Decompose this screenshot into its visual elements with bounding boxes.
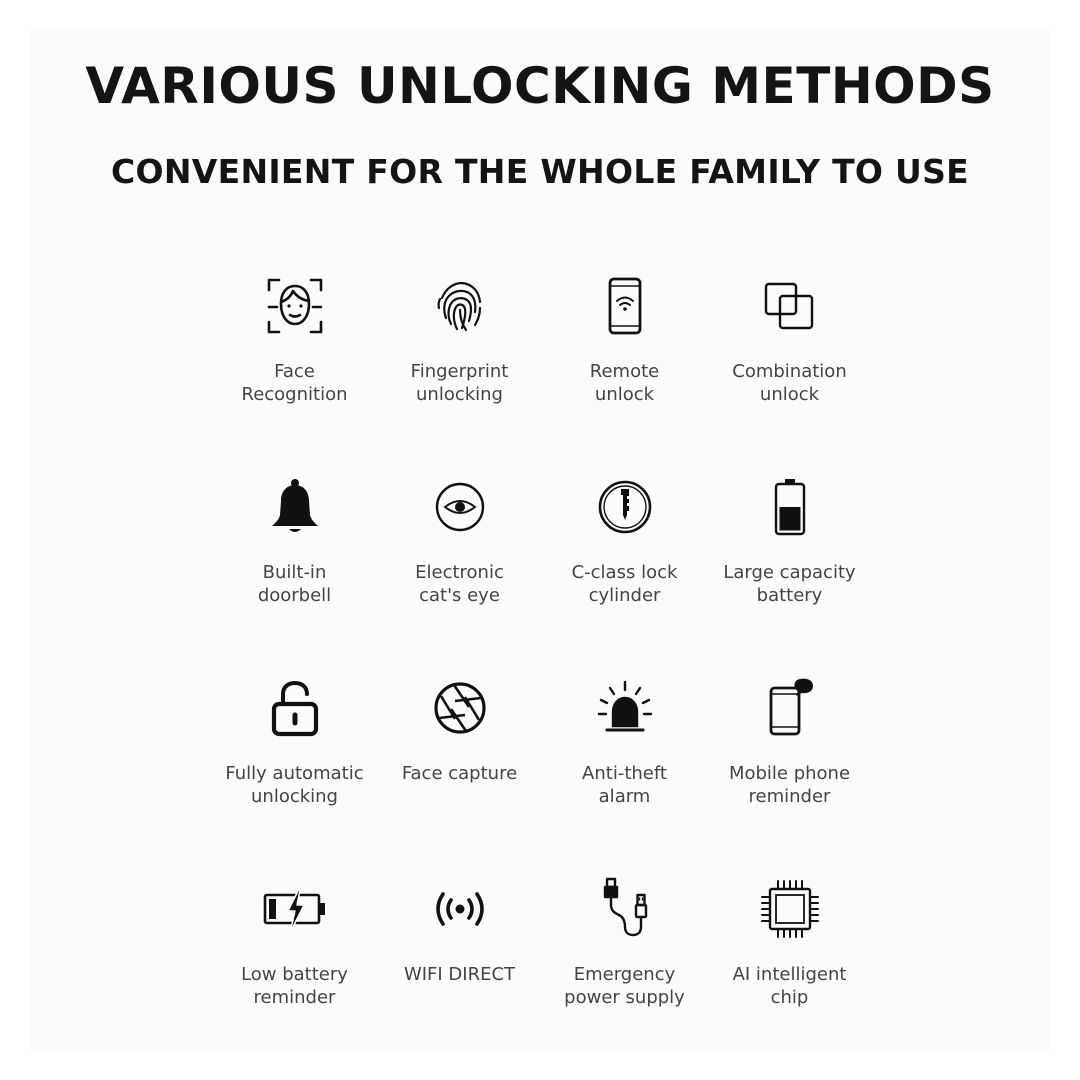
lock-cylinder-icon (593, 475, 657, 539)
feature-face-recognition (212, 270, 377, 471)
feature-wifi-direct (377, 873, 542, 1074)
feature-label: WIFI DIRECT (403, 964, 516, 985)
face-recognition-icon (263, 274, 327, 338)
feature-auto-unlocking (212, 672, 377, 873)
feature-label: Fully automatic unlocking (225, 763, 364, 807)
feature-combination-unlock (707, 270, 872, 471)
feature-remote-unlock (542, 270, 707, 471)
feature-label: Large capacity battery (723, 562, 856, 606)
camera-aperture-icon (428, 676, 492, 740)
page-title: VARIOUS UNLOCKING METHODS (85, 57, 995, 115)
feature-label: Combination unlock (732, 361, 847, 405)
feature-fingerprint (377, 270, 542, 471)
battery-icon (758, 475, 822, 539)
feature-label: Emergency power supply (564, 964, 685, 1008)
feature-doorbell (212, 471, 377, 672)
feature-cats-eye (377, 471, 542, 672)
feature-grid (212, 270, 872, 1074)
battery-charging-icon (263, 877, 327, 941)
feature-ai-chip (707, 873, 872, 1074)
feature-anti-theft-alarm (542, 672, 707, 873)
unlocked-padlock-icon (263, 676, 327, 740)
feature-face-capture (377, 672, 542, 873)
eye-icon (428, 475, 492, 539)
feature-label: Face capture (401, 763, 518, 784)
chip-icon (758, 877, 822, 941)
phone-message-icon (758, 676, 822, 740)
wireless-signal-icon (428, 877, 492, 941)
feature-label: Remote unlock (589, 361, 660, 405)
alarm-siren-icon (593, 676, 657, 740)
usb-cable-icon (593, 877, 657, 941)
feature-label: Anti-theft alarm (582, 763, 667, 807)
feature-mobile-reminder (707, 672, 872, 873)
feature-label: Low battery reminder (241, 964, 348, 1008)
feature-label: Built-in doorbell (257, 562, 332, 606)
bell-icon (263, 475, 327, 539)
smartphone-wifi-icon (593, 274, 657, 338)
feature-label: C-class lock cylinder (571, 562, 678, 606)
feature-label: Mobile phone reminder (728, 763, 851, 807)
page-subtitle: CONVENIENT FOR THE WHOLE FAMILY TO USE (110, 152, 970, 191)
feature-large-battery (707, 471, 872, 672)
overlapping-squares-icon (758, 274, 822, 338)
feature-label: AI intelligent chip (732, 964, 847, 1008)
feature-emergency-power (542, 873, 707, 1074)
fingerprint-icon (428, 274, 492, 338)
feature-lock-cylinder (542, 471, 707, 672)
feature-label: Electronic cat's eye (415, 562, 504, 606)
feature-low-battery (212, 873, 377, 1074)
feature-label: Fingerprint unlocking (410, 361, 509, 405)
feature-label: Face Recognition (241, 361, 348, 405)
